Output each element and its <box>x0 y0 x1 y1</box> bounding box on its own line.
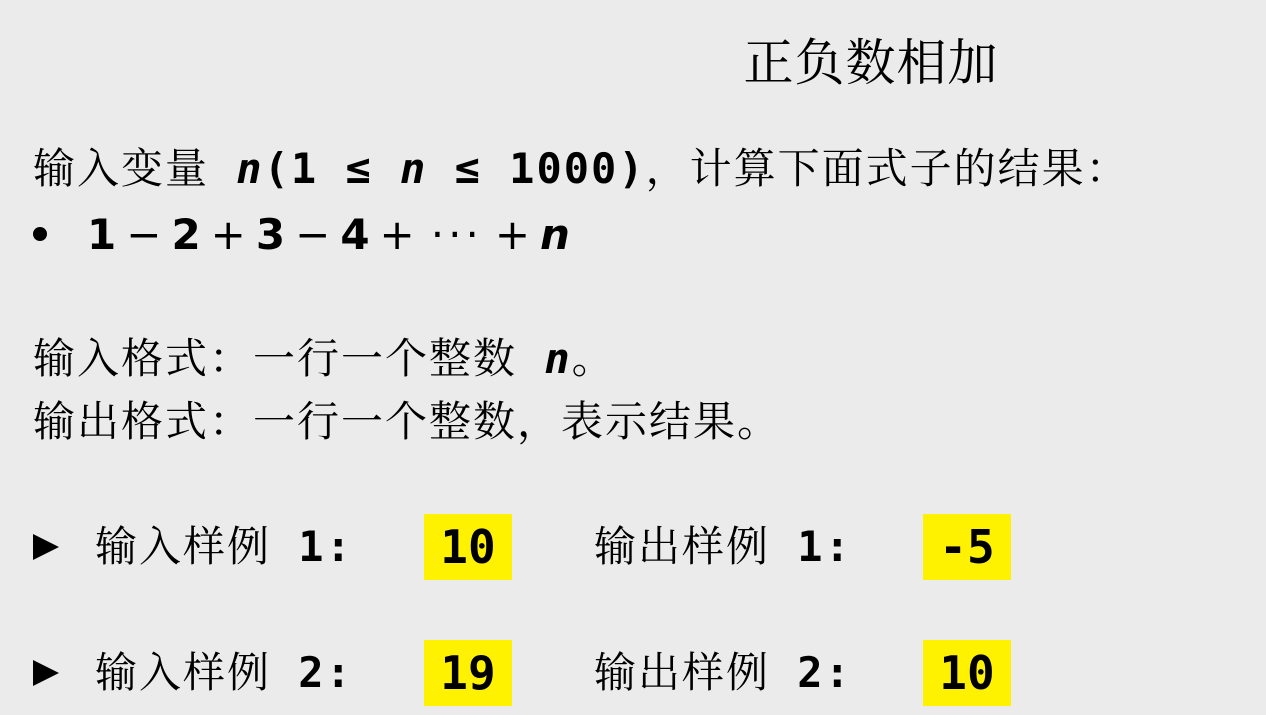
sample-input-number: 2: <box>298 648 353 697</box>
sample-output-label <box>594 522 852 572</box>
sample-input-label-text: 输入样例 <box>95 522 299 571</box>
input-format <box>33 334 616 384</box>
sample-output-label <box>594 648 852 698</box>
input-format-var: n <box>544 334 572 383</box>
range-open: (1 ≤ <box>263 144 401 193</box>
variable-n: n <box>236 144 264 193</box>
formula-operator: − <box>126 210 166 259</box>
description-suffix: ，计算下面式子的结果： <box>645 144 1130 193</box>
input-format-text: 一行一个整数 <box>253 334 545 383</box>
sample-output-number: 1: <box>797 522 852 571</box>
formula-term: 4 <box>340 210 374 259</box>
sample-output-value: -5 <box>923 514 1011 580</box>
formula-term: 3 <box>255 210 290 259</box>
sample-output-label-text: 输出样例 <box>594 522 798 571</box>
sample-input-value: 19 <box>424 640 512 706</box>
description-prefix: 输入变量 <box>33 144 237 193</box>
sample-input-label <box>95 648 353 698</box>
play-triangle-icon <box>33 534 59 560</box>
formula-operator: + <box>210 210 250 259</box>
problem-description <box>33 144 1130 194</box>
input-format-end: 。 <box>571 334 616 383</box>
formula-operator: + <box>494 210 535 259</box>
bullet-icon <box>33 227 47 241</box>
variable-n-2: n <box>400 144 428 193</box>
sample-input-value: 10 <box>424 514 512 580</box>
output-format <box>33 397 781 447</box>
play-triangle-icon <box>33 660 59 686</box>
sample-output-label-text: 输出样例 <box>594 648 798 697</box>
formula-term: 1 <box>87 210 121 259</box>
sample-input-number: 1: <box>298 522 353 571</box>
formula-ellipsis: ··· <box>430 210 483 259</box>
sample-output-value: 10 <box>923 640 1011 706</box>
formula-term: 2 <box>171 210 205 259</box>
formula-operator: + <box>379 210 419 259</box>
input-format-label: 输入格式： <box>33 334 254 383</box>
sample-input-label <box>95 522 353 572</box>
formula-term-n: n <box>540 210 574 259</box>
range-close: ≤ 1000) <box>427 144 646 193</box>
formula <box>87 210 574 259</box>
formula-operator: − <box>295 210 335 259</box>
page-title: 正负数相加 <box>743 34 999 92</box>
sample-row-2 <box>33 640 1233 706</box>
formula-line <box>33 210 574 260</box>
sample-output-number: 2: <box>797 648 852 697</box>
output-format-label: 输出格式： <box>33 397 254 446</box>
sample-input-label-text: 输入样例 <box>95 648 299 697</box>
output-format-text: 一行一个整数，表示结果。 <box>253 397 782 446</box>
sample-row-1 <box>33 514 1233 580</box>
